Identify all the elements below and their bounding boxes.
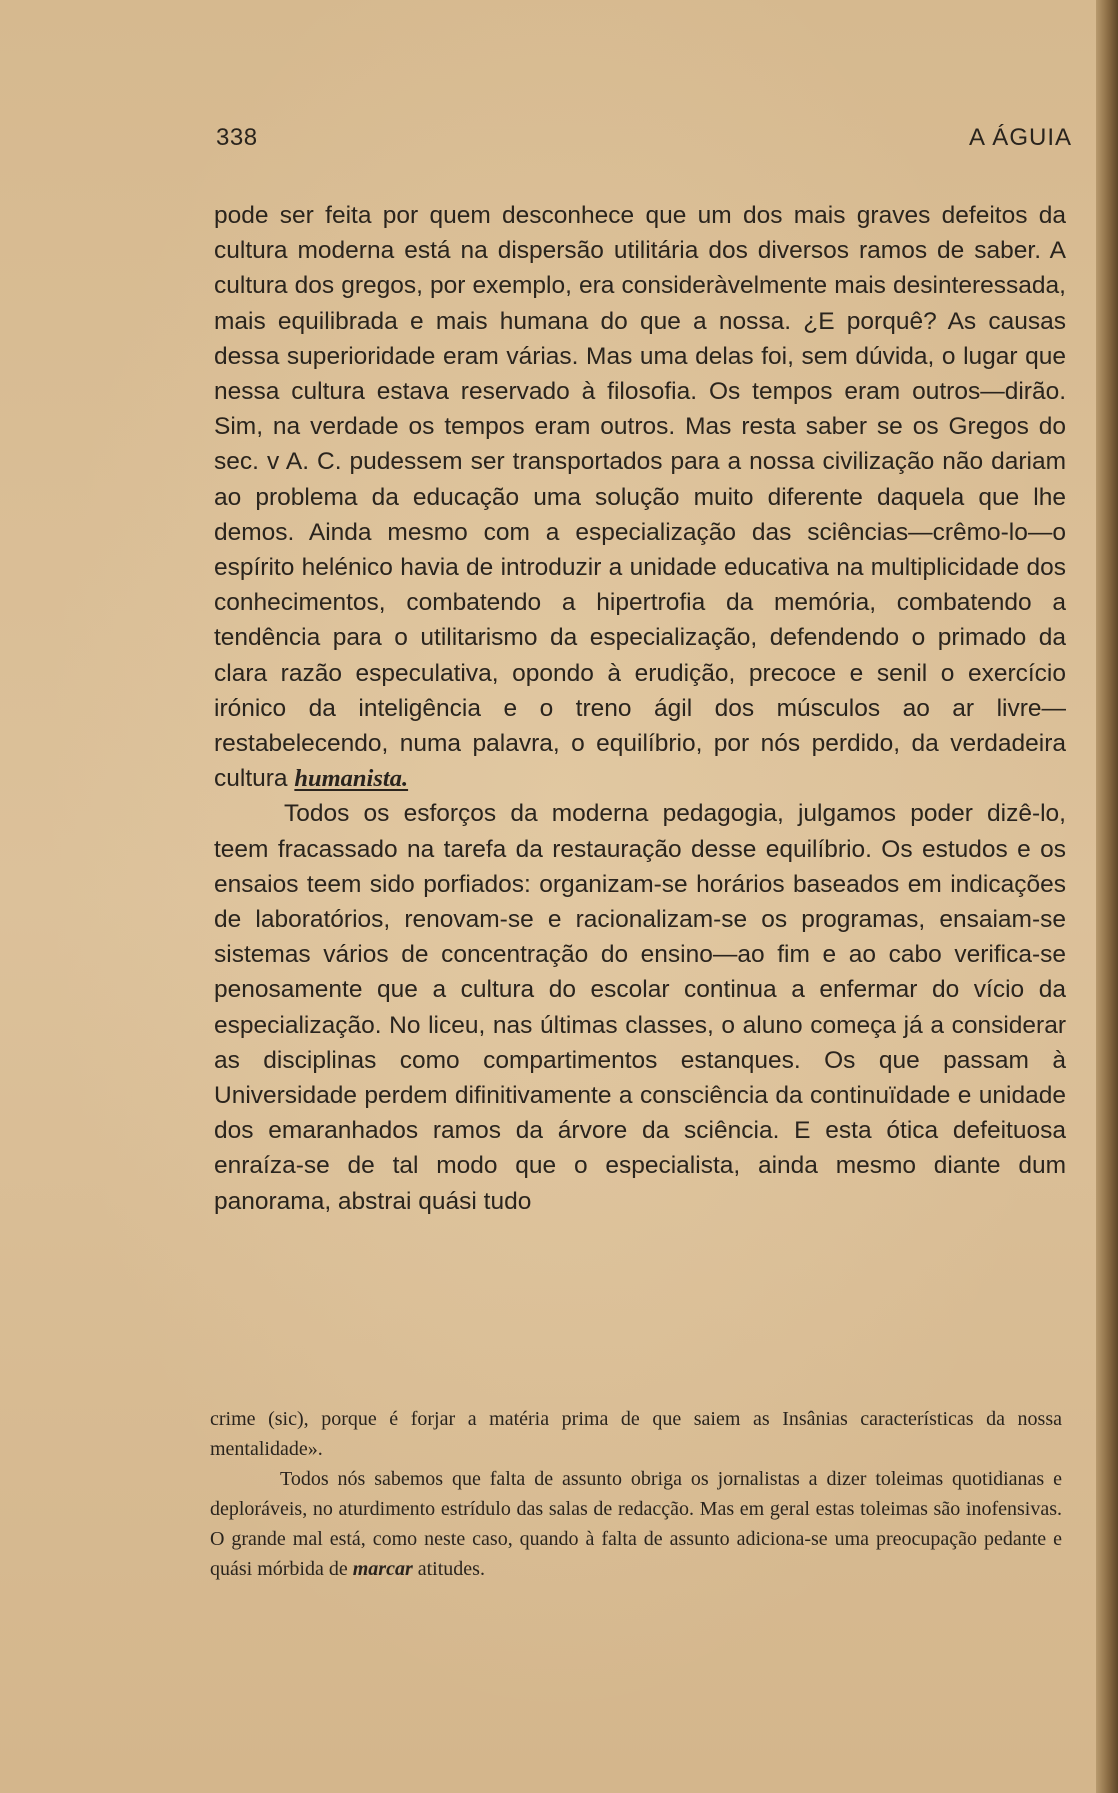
main-text [214,198,1066,1219]
page-edge-shadow [1096,0,1118,1793]
footnote-continuation: crime (sic), porque é forjar a matéria prima de que saiem as Insânias características da nossa mentalidade». [210,1408,1062,1460]
footnote-paragraph-end: atitudes. [417,1558,485,1580]
footnotes [210,1404,1062,1584]
journal-title: A ÁGUIA [968,124,1072,151]
paragraph-1 [214,198,1066,796]
footnote-paragraph [210,1464,1062,1584]
emphasis-humanista: humanista. [294,765,409,793]
paragraph-2: Todos os esforços da moderna pedagogia, julgamos poder dizê-lo, teem fracassado na tarefa da restauração desse equilíbrio. Os estudos e os ensaios teem sido porfiados: organizam-se horários baseados em indicações de laboratórios, renovam-se e racionalizam-se os programas, ensaiam-se sistemas vários de concentração do ensino—ao fim e ao cabo verifica-se penosamente que a cultura do escolar continua a enfermar do vício da especialização. No liceu, nas últimas classes, o aluno começa já a considerar as disciplinas como compartimentos estanques. Os que passam à Universidade perdem difinitivamente a consciência da continuïdade e unidade dos emaranhados ramos da árvore da sciência. E esta ótica defeituosa enraíza-se de tal modo que o especialista, ainda mesmo diante dum panorama, abstrai quási tudo [214,800,1066,1215]
running-head [216,124,1072,160]
page-number: 338 [216,124,258,151]
emphasis-marcar: marcar [352,1558,413,1580]
footnote-paragraph-text: Todos nós sabemos que falta de assunto obriga os jornalistas a dizer toleimas quotidianas e deploráveis, no aturdimento estrídulo das salas de redacção. Mas em geral estas toleimas são inofensivas. O grande mal está, como neste caso, quando à falta de assunto adiciona-se uma preocupação pedante e quási mórbida de [210,1468,1062,1580]
paragraph-1-text: pode ser feita por quem desconhece que um dos mais graves defeitos da cultura moderna está na dispersão utilitária dos diversos ramos de saber. A cultura dos gregos, por exemplo, era consideràvelmente mais desinteressada, mais equilibrada e mais humana do que a nossa. ¿E porquê? As causas dessa superioridade eram várias. Mas uma delas foi, sem dúvida, o lugar que nessa cultura estava reservado à filosofia. Os tempos eram outros—dirão. Sim, na verdade os tempos eram outros. Mas resta saber se os Gregos do sec. v A. C. pudessem ser transportados para a nossa civilização não dariam ao problema da educação uma solução muito diferente daquela que lhe demos. Ainda mesmo com a especialização das sciências—crêmo-lo—o espírito helénico havia de introduzir a unidade educativa na multiplicidade dos conhecimentos, combatendo a hipertrofia da memória, combatendo a tendência para o utilitarismo da especialização, defendendo o primado da clara razão especulativa, opondo à erudição, precoce e senil o exercício irónico da inteligência e o treno ágil dos músculos ao ar livre—restabelecendo, numa palavra, o equilíbrio, por nós perdido, da verdadeira cultura [214,202,1066,793]
